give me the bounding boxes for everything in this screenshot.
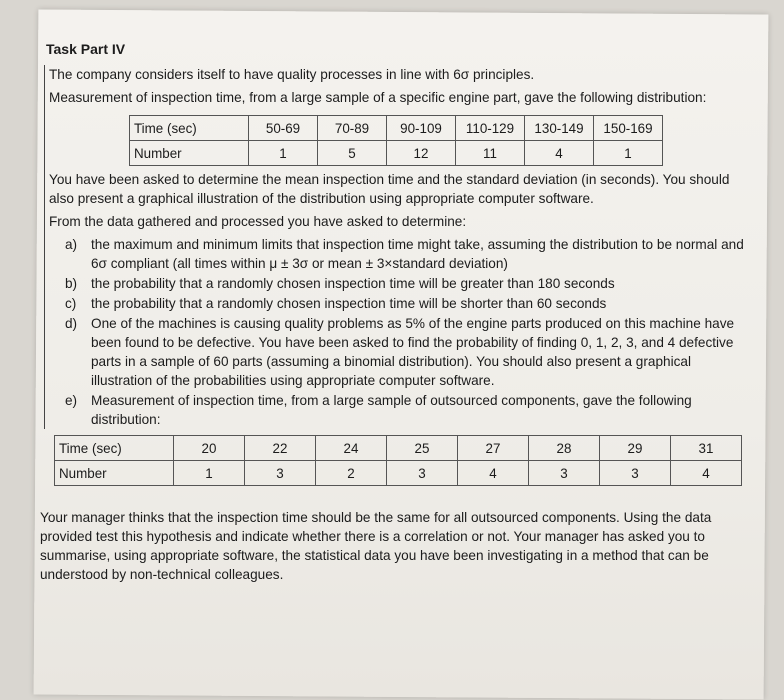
document-content — [40, 40, 744, 588]
number-cell: 5 — [318, 141, 387, 166]
list-item — [65, 314, 744, 390]
item-text: One of the machines is causing quality problems as 5% of the engine parts produced on this machine have been found to be defective. You have been asked to find the probability of finding 0, 1, 2, 3, and 4 defective parts in a sample of 60 parts (assuming a binomial distribution). You should also present a graphical illustration of the probabilities using appropriate computer software. — [91, 316, 735, 388]
number-header: Number — [55, 461, 174, 486]
intro-block — [44, 65, 744, 429]
time-cell: 24 — [316, 436, 387, 461]
number-cell: 3 — [245, 461, 316, 486]
item-label: a) — [65, 237, 78, 252]
item-text: the probability that a randomly chosen inspection time will be shorter than 60 seconds — [91, 296, 607, 311]
list-item — [65, 391, 744, 429]
time-header: Time (sec) — [55, 436, 174, 461]
table-row — [130, 141, 663, 166]
task-title: Task Part IV — [46, 41, 126, 57]
number-cell: 4 — [458, 461, 529, 486]
time-cell: 20 — [174, 436, 245, 461]
item-text: Measurement of inspection time, from a large sample of outsourced components, gave the following distribution: — [91, 393, 692, 427]
table-row — [130, 116, 663, 141]
item-text: the maximum and minimum limits that inspection time might take, assuming the distribution to be normal and 6σ compliant (all times within μ ± 3σ or mean ± 3×standard deviation) — [91, 237, 744, 271]
number-cell: 3 — [387, 461, 458, 486]
question-list — [65, 235, 744, 429]
number-cell: 3 — [529, 461, 600, 486]
time-cell: 29 — [600, 436, 671, 461]
time-cell: 25 — [387, 436, 458, 461]
number-cell: 1 — [174, 461, 245, 486]
time-cell: 50-69 — [249, 116, 318, 141]
item-label: b) — [65, 276, 78, 291]
task-statement: You have been asked to determine the mean inspection time and the standard deviation (in seconds). You should also present a graphical illustration of the distribution using appropriate computer software. — [49, 172, 730, 206]
quality-statement: The company considers itself to have quality processes in line with 6σ principles. — [49, 67, 535, 82]
table-row — [55, 436, 742, 461]
number-cell: 4 — [525, 141, 594, 166]
item-text: the probability that a randomly chosen inspection time will be greater than 180 seconds — [91, 276, 615, 291]
time-cell: 70-89 — [318, 116, 387, 141]
time-cell: 110-129 — [456, 116, 525, 141]
number-cell: 3 — [600, 461, 671, 486]
time-cell: 31 — [671, 436, 742, 461]
item-label: e) — [65, 393, 78, 408]
number-cell: 12 — [387, 141, 456, 166]
number-cell: 4 — [671, 461, 742, 486]
time-cell: 28 — [529, 436, 600, 461]
number-cell: 11 — [456, 141, 525, 166]
number-cell: 2 — [316, 461, 387, 486]
time-cell: 90-109 — [387, 116, 456, 141]
time-cell: 27 — [458, 436, 529, 461]
table-row — [55, 461, 742, 486]
time-cell: 150-169 — [594, 116, 663, 141]
time-cell: 130-149 — [525, 116, 594, 141]
number-header: Number — [130, 141, 249, 166]
engine-part-distribution-table — [129, 115, 663, 166]
item-label: c) — [65, 296, 77, 311]
list-item — [65, 235, 744, 273]
number-cell: 1 — [249, 141, 318, 166]
time-cell: 22 — [245, 436, 316, 461]
number-cell: 1 — [594, 141, 663, 166]
list-item — [65, 294, 744, 313]
manager-statement: Your manager thinks that the inspection time should be the same for all outsourced components. Using the data provided test this hypothesis and indicate whether there is a correlation or not. Your manager has asked you to summarise, using appropriate software, the statistical data you have been investigating in a method that can be understood by non-technical colleagues. — [40, 510, 712, 582]
outsourced-distribution-table — [54, 435, 742, 486]
measurement-statement: Measurement of inspection time, from a large sample of a specific engine part, gave the following distribution: — [49, 90, 707, 105]
list-item — [65, 274, 744, 293]
time-header: Time (sec) — [130, 116, 249, 141]
determine-statement: From the data gathered and processed you have asked to determine: — [49, 214, 467, 229]
item-label: d) — [65, 316, 78, 331]
